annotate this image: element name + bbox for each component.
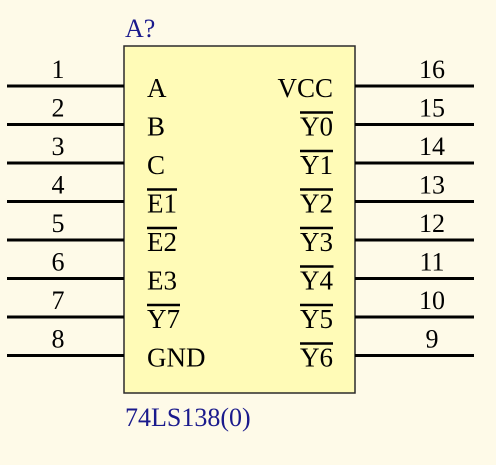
pin-10-number: 10 xyxy=(419,286,445,315)
pin-9-name: Y6 xyxy=(300,342,333,373)
pin-4-name: E1 xyxy=(147,188,177,219)
pin-4-number: 4 xyxy=(51,170,65,200)
pin-3-name: C xyxy=(147,150,166,180)
pin-16-number: 16 xyxy=(419,55,445,84)
pin-3-number: 3 xyxy=(51,132,65,161)
pin-11-name: Y4 xyxy=(300,265,333,296)
component-part-name: 74LS138(0) xyxy=(125,403,251,432)
pin-15-name: Y0 xyxy=(300,111,333,142)
pin-8-number: 8 xyxy=(51,324,65,354)
pin-9-number: 9 xyxy=(425,324,439,354)
pin-7-name: Y7 xyxy=(147,304,180,334)
pin-2-name: B xyxy=(147,111,166,142)
right-pin-group xyxy=(277,55,474,373)
component-designator: A? xyxy=(125,14,156,43)
pin-13-name: Y2 xyxy=(300,188,333,219)
pin-6-name: E3 xyxy=(147,265,177,296)
pin-1-name: A xyxy=(147,73,167,103)
pin-13-number: 13 xyxy=(419,170,445,200)
pin-8-name: GND xyxy=(147,342,206,373)
pin-14-number: 14 xyxy=(419,132,445,161)
pin-10-name: Y5 xyxy=(300,304,333,334)
pin-14-name: Y1 xyxy=(300,150,333,180)
pin-16-name: VCC xyxy=(277,73,333,103)
pin-1-number: 1 xyxy=(51,55,65,84)
pin-12-number: 12 xyxy=(419,209,445,238)
pin-5-number: 5 xyxy=(51,209,65,238)
pin-12-name: Y3 xyxy=(300,227,333,257)
pin-2-number: 2 xyxy=(51,93,65,123)
pin-6-number: 6 xyxy=(51,247,65,277)
pin-15-number: 15 xyxy=(419,93,445,123)
pin-7-number: 7 xyxy=(51,286,65,315)
pin-11-number: 11 xyxy=(419,247,445,277)
pin-5-name: E2 xyxy=(147,227,177,257)
